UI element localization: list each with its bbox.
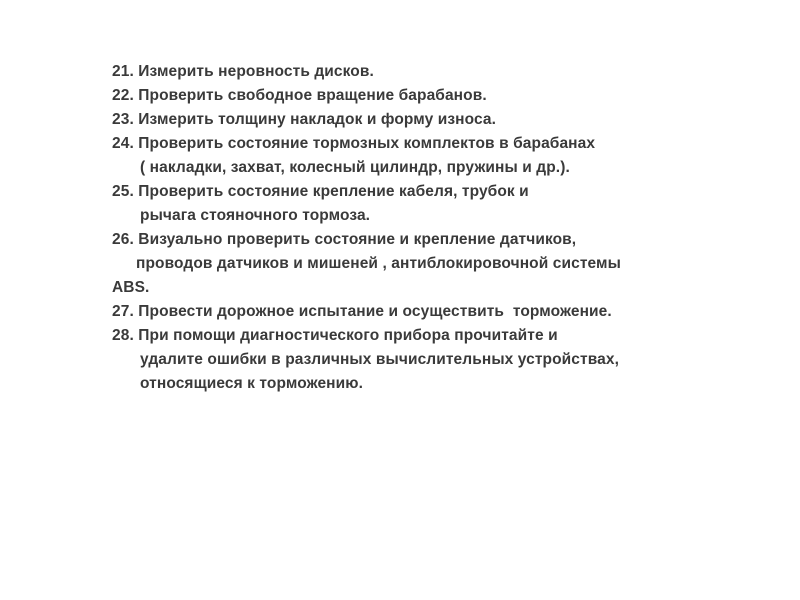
list-item-23 bbox=[112, 108, 782, 132]
list-item-26-continuation-2 bbox=[112, 276, 782, 300]
list-item-27 bbox=[112, 300, 782, 324]
list-item-28-continuation-2 bbox=[112, 372, 782, 396]
item-text: проводов датчиков и мишеней , антиблокировочной системы bbox=[136, 255, 621, 272]
item-number: 26. bbox=[112, 231, 134, 248]
item-number: 23. bbox=[112, 111, 134, 128]
list-item-26-continuation bbox=[112, 252, 782, 276]
list-item-28-continuation bbox=[112, 348, 782, 372]
item-text: Измерить неровность дисков. bbox=[138, 63, 374, 80]
item-number: 21. bbox=[112, 63, 134, 80]
item-text: ABS. bbox=[112, 279, 150, 296]
list-item-24 bbox=[112, 132, 782, 156]
list-item-24-continuation bbox=[112, 156, 782, 180]
list-item-25-continuation bbox=[112, 204, 782, 228]
item-number: 25. bbox=[112, 183, 134, 200]
item-text: рычага стояночного тормоза. bbox=[140, 207, 371, 224]
list-item-21 bbox=[112, 60, 782, 84]
list-item-22 bbox=[112, 84, 782, 108]
item-text: относящиеся к торможению. bbox=[140, 375, 364, 392]
item-text: Проверить состояние тормозных комплектов в барабанах bbox=[138, 135, 596, 152]
item-text: Проверить свободное вращение барабанов. bbox=[138, 87, 487, 104]
item-number: 27. bbox=[112, 303, 134, 320]
item-text: Проверить состояние крепление кабеля, трубок и bbox=[138, 183, 529, 200]
item-number: 28. bbox=[112, 327, 134, 344]
list-item-25 bbox=[112, 180, 782, 204]
item-text: Измерить толщину накладок и форму износа. bbox=[138, 111, 497, 128]
item-text: Визуально проверить состояние и крепление датчиков, bbox=[138, 231, 577, 248]
item-number: 22. bbox=[112, 87, 134, 104]
list-item-28 bbox=[112, 324, 782, 348]
item-number: 24. bbox=[112, 135, 134, 152]
item-text: ( накладки, захват, колесный цилиндр, пружины и др.). bbox=[140, 159, 570, 176]
item-text: Провести дорожное испытание и осуществить торможение. bbox=[138, 303, 612, 320]
item-text: При помощи диагностического прибора прочитайте и bbox=[138, 327, 558, 344]
checklist bbox=[112, 60, 782, 396]
item-text: удалите ошибки в различных вычислительных устройствах, bbox=[140, 351, 619, 368]
list-item-26 bbox=[112, 228, 782, 252]
